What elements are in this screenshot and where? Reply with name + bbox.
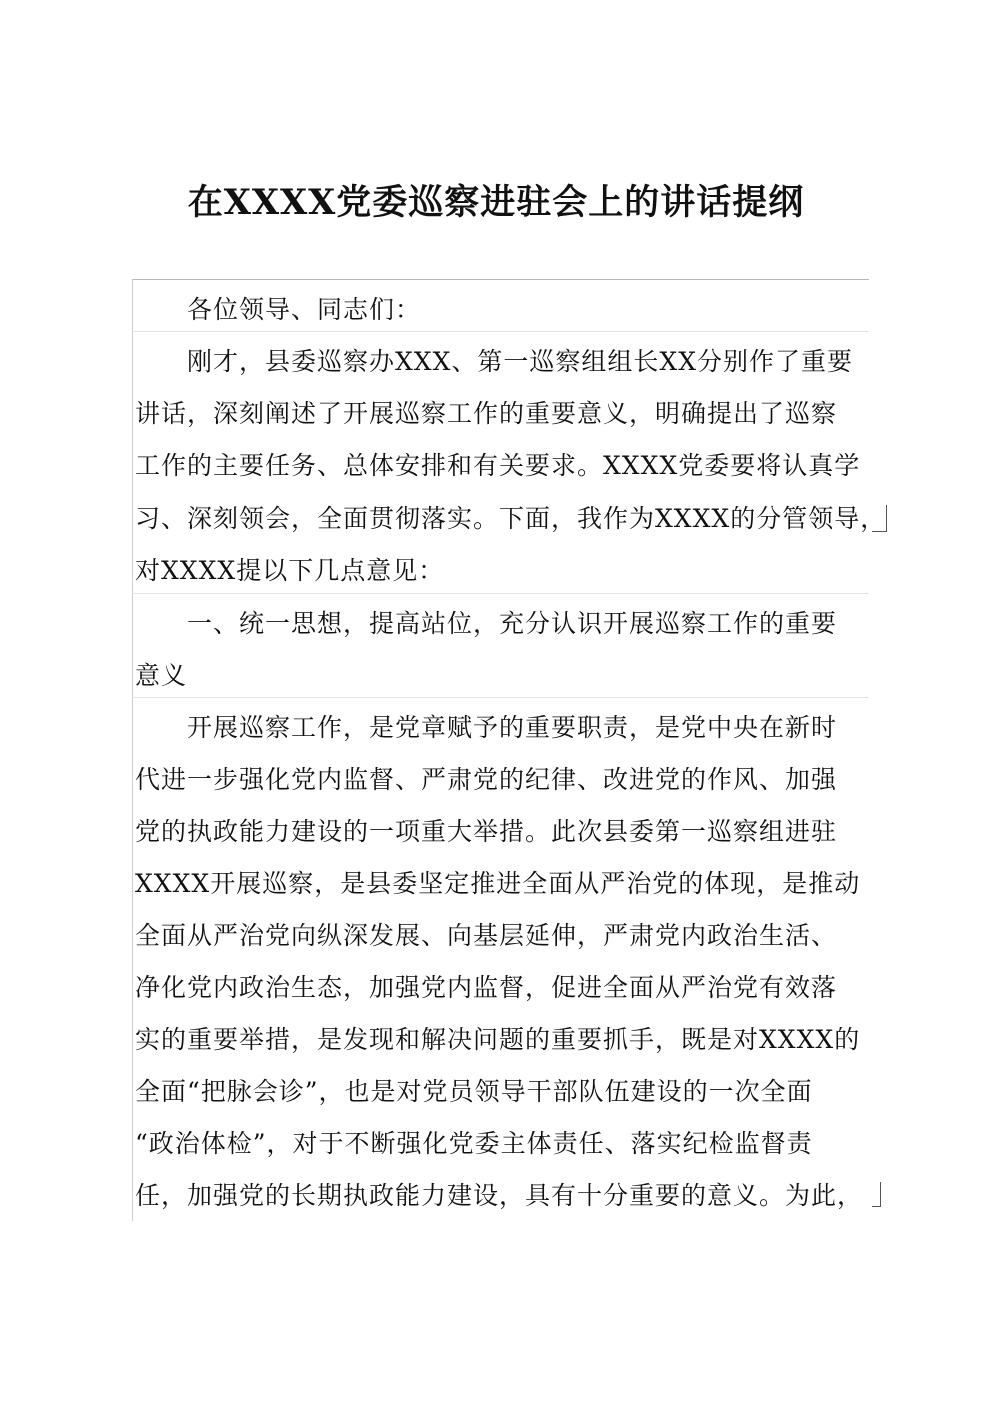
text-line: 对XXXX提以下几点意见： — [135, 556, 445, 585]
text-line: 一、统一思想，提高站位，充分认识开展巡察工作的重要 — [187, 609, 838, 638]
text-line: XXXX开展巡察，是县委坚定推进全面从严治党的体现，是推动 — [135, 869, 861, 898]
text-line: 意义 — [135, 661, 188, 690]
text-line: 习、深刻领会，全面贯彻落实。下面，我作为XXXX的分管领导， — [135, 504, 887, 533]
text-line: 净化党内政治生态，加强党内监督，促进全面从严治党有效落 — [135, 973, 838, 1002]
frame-mark — [867, 593, 868, 594]
document-title: 在XXXX党委巡察进驻会上的讲话提纲 — [187, 182, 805, 223]
text-line: 党的执政能力建设的一项重大举措。此次县委第一巡察组进驻 — [135, 817, 838, 846]
text-line: 全面“把脉会诊”，也是对党员领导干部队伍建设的一次全面 — [135, 1077, 813, 1106]
line-end-mark — [872, 505, 887, 532]
text-line: “政治体检”，对于不断强化党委主体责任、落实纪检监督责 — [135, 1129, 813, 1158]
text-line: 各位领导、同志们： — [187, 295, 422, 324]
text-line: 刚才，县委巡察办XXX、第一巡察组组长XX分别作了重要 — [187, 347, 853, 376]
text-line: 讲话，深刻阐述了开展巡察工作的重要意义，明确提出了巡察 — [135, 399, 838, 428]
text-line: 代进一步强化党内监督、严肃党的纪律、改进党的作风、加强 — [135, 765, 838, 794]
text-line: 实的重要举措，是发现和解决问题的重要抓手，既是对XXXX的 — [135, 1025, 861, 1054]
frame-mark — [867, 697, 868, 698]
text-line: 开展巡察工作，是党章赋予的重要职责，是党中央在新时 — [187, 713, 838, 742]
paragraph-separator — [132, 593, 868, 594]
line-end-mark — [872, 1182, 881, 1207]
paragraph-separator — [132, 331, 868, 332]
text-line: 工作的主要任务、总体安排和有关要求。XXXX党委要将认真学 — [135, 451, 861, 480]
text-line: 任，加强党的长期执政能力建设，具有十分重要的意义。为此， — [135, 1181, 864, 1210]
frame-mark — [867, 331, 868, 332]
text-line: 全面从严治党向纵深发展、向基层延伸，严肃党内政治生活、 — [135, 921, 838, 950]
paragraph-separator — [132, 697, 868, 698]
